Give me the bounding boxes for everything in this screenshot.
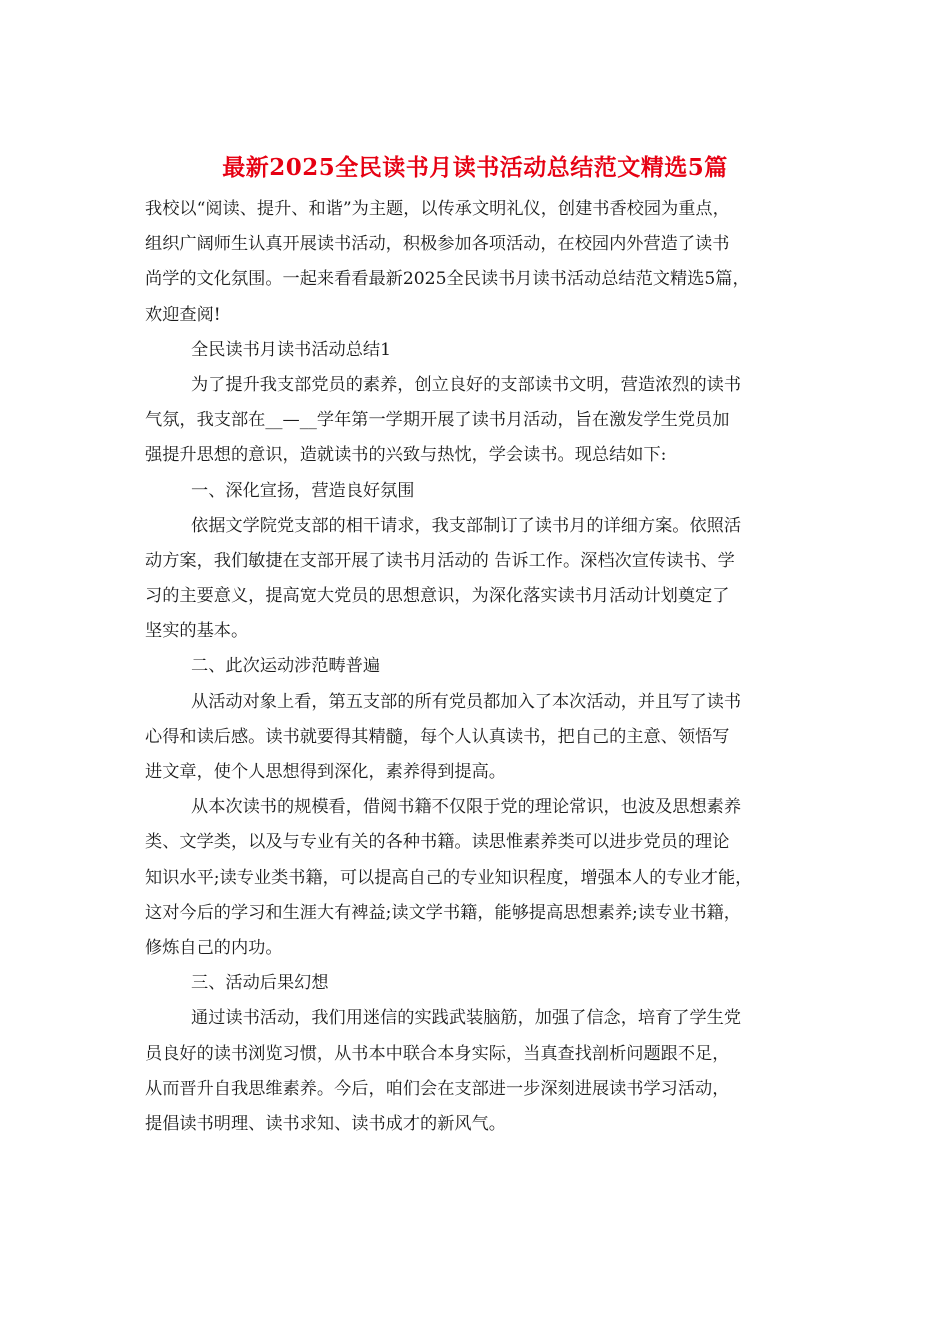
- paragraph-line: 这对今后的学习和生涯大有裨益;读文学书籍，能够提高思想素养;读专业书籍，: [145, 902, 741, 923]
- paragraph-line: 从本次读书的规模看，借阅书籍不仅限于党的理论常识，也波及思想素养: [191, 797, 742, 818]
- paragraph: [145, 368, 825, 474]
- paragraph: [145, 685, 825, 791]
- paragraph-line: 尚学的文化氛围。一起来看看最新2025全民读书月读书活动总结范文精选5篇，: [145, 269, 750, 290]
- document-title: 最新2025全民读书月读书活动总结范文精选5篇: [222, 154, 728, 181]
- paragraph-line: 气氛，我支部在__—__学年第一学期开展了读书月活动，旨在激发学生党员加: [145, 410, 730, 431]
- paragraph-line: 修炼自己的内功。: [145, 937, 283, 958]
- paragraph-line: 从而晋升自我思维素养。今后，咱们会在支部进一步深刻进展读书学习活动，: [145, 1078, 730, 1099]
- paragraph-line: 欢迎查阅!: [145, 304, 221, 325]
- paragraph-line: 提倡读书明理、读书求知、读书成才的新风气。: [145, 1113, 506, 1134]
- section-heading: 三、活动后果幻想: [191, 973, 329, 994]
- paragraph-line: 依据文学院党支部的相干请求，我支部制订了读书月的详细方案。依照活: [191, 515, 742, 536]
- document-body: [145, 192, 825, 1142]
- section-heading: 一、深化宣扬，营造良好氛围: [191, 480, 415, 501]
- paragraph: [145, 509, 825, 650]
- paragraph-line: 从活动对象上看，第五支部的所有党员都加入了本次活动，并且写了读书: [191, 691, 742, 712]
- paragraph: [145, 1001, 825, 1142]
- paragraph-line: 进文章，使个人思想得到深化，素养得到提高。: [145, 762, 506, 782]
- paragraph-line: 通过读书活动，我们用迷信的实践武装脑筋，加强了信念，培育了学生党: [191, 1008, 742, 1029]
- paragraph-line: 为了提升我支部党员的素养，创立良好的支部读书文明，营造浓烈的读书: [191, 374, 742, 395]
- paragraph-line: 坚实的基本。: [145, 621, 249, 642]
- paragraph-line: 员良好的读书浏览习惯，从书本中联合本身实际，当真查找剖析问题跟不足，: [145, 1043, 730, 1064]
- paragraph-line: 动方案，我们敏捷在支部开展了读书月活动的 告诉工作。深档次宣传读书、学: [145, 550, 735, 571]
- paragraph-line: 知识水平;读专业类书籍，可以提高自己的专业知识程度，增强本人的专业才能，: [145, 867, 753, 888]
- section-heading: 全民读书月读书活动总结1: [191, 339, 391, 360]
- paragraph-line: 我校以“阅读、提升、和谐”为主题，以传承文明礼仪，创建书香校园为重点，: [145, 199, 730, 219]
- paragraph-line: 心得和读后感。读书就要得其精髓，每个人认真读书，把自己的主意、领悟写: [145, 726, 730, 747]
- section-heading: 二、此次运动涉范畴普遍: [191, 656, 381, 677]
- paragraph: [145, 790, 825, 966]
- paragraph-line: 类、文学类，以及与专业有关的各种书籍。读思惟素养类可以进步党员的理论: [145, 832, 730, 853]
- paragraph-line: 组织广阔师生认真开展读书活动，积极参加各项活动，在校园内外营造了读书: [145, 234, 730, 255]
- paragraph-line: 习的主要意义，提高宽大党员的思想意识，为深化落实读书月活动计划奠定了: [145, 586, 730, 607]
- paragraph: [145, 192, 825, 333]
- paragraph-line: 强提升思想的意识，造就读书的兴致与热忱，学会读书。现总结如下:: [145, 445, 667, 466]
